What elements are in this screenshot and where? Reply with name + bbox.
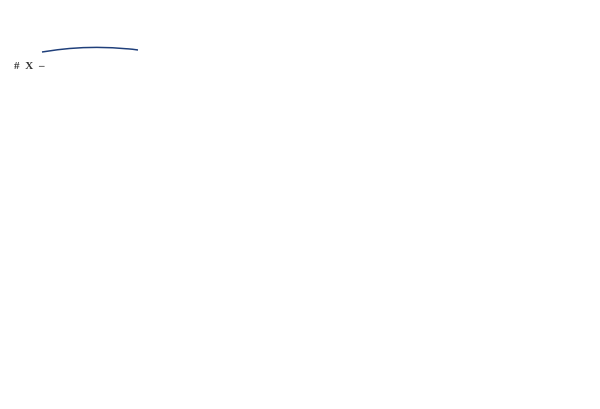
legend-dash-icon: – bbox=[38, 60, 45, 72]
legend-x-icon: X bbox=[25, 60, 34, 72]
legend bbox=[10, 60, 44, 72]
title-swash bbox=[40, 46, 140, 56]
legend-hash-icon: # bbox=[14, 60, 20, 72]
